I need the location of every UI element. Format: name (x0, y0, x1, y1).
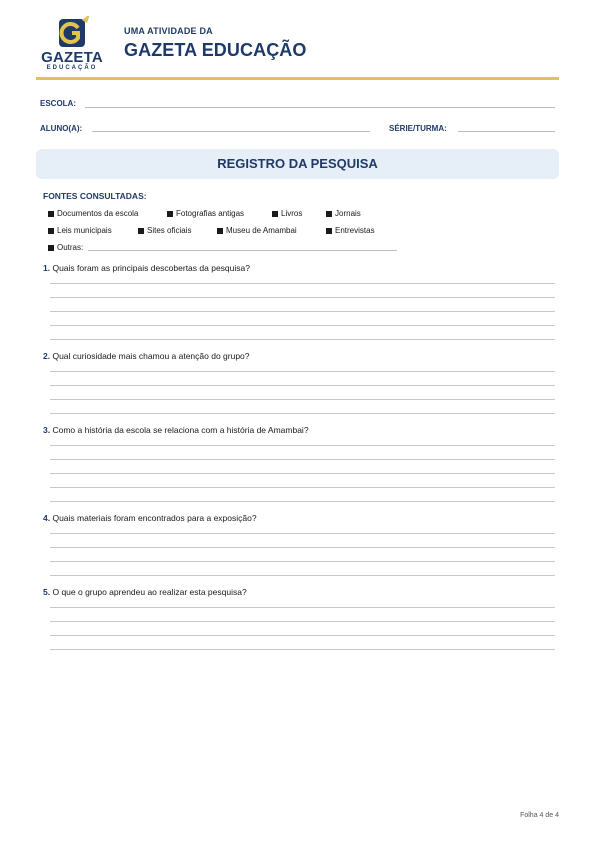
answer-line[interactable] (50, 621, 555, 622)
checkbox-icon (167, 211, 173, 217)
source-option[interactable]: Jornais (326, 209, 361, 218)
checkbox-icon (272, 211, 278, 217)
question-4: 4. Quais materiais foram encontrados para a exposição? (43, 513, 257, 523)
logo-subtitle: EDUCAÇÃO (46, 65, 98, 71)
header-kicker: UMA ATIVIDADE DA (124, 26, 213, 36)
checkbox-icon (48, 245, 54, 251)
answer-line[interactable] (50, 501, 555, 502)
answer-line[interactable] (50, 399, 555, 400)
source-option[interactable]: Museu de Amambai (217, 226, 297, 235)
source-option[interactable]: Entrevistas (326, 226, 375, 235)
question-3: 3. Como a história da escola se relaciona com a história de Amambai? (43, 425, 309, 435)
answer-line[interactable] (50, 561, 555, 562)
serie-label: SÉRIE/TURMA: (389, 124, 447, 133)
checkbox-icon (48, 211, 54, 217)
aluno-label: ALUNO(A): (40, 124, 83, 133)
source-option-other[interactable]: Outras: (48, 243, 83, 252)
answer-line[interactable] (50, 473, 555, 474)
answer-line[interactable] (50, 575, 555, 576)
answer-line[interactable] (50, 325, 555, 326)
escola-label: ESCOLA: (40, 99, 76, 108)
checkbox-icon (48, 228, 54, 234)
checkbox-icon (326, 228, 332, 234)
header-divider (36, 77, 559, 80)
source-option[interactable]: Livros (272, 209, 302, 218)
answer-line[interactable] (50, 445, 555, 446)
answer-line[interactable] (50, 533, 555, 534)
source-option[interactable]: Leis municipais (48, 226, 112, 235)
escola-field[interactable] (85, 107, 555, 108)
question-1: 1. Quais foram as principais descobertas da pesquisa? (43, 263, 250, 273)
answer-line[interactable] (50, 283, 555, 284)
other-sources-field[interactable] (88, 250, 397, 251)
g-emblem-icon (40, 16, 104, 52)
answer-line[interactable] (50, 339, 555, 340)
answer-line[interactable] (50, 385, 555, 386)
source-option[interactable]: Fotografias antigas (167, 209, 244, 218)
question-5: 5. O que o grupo aprendeu ao realizar esta pesquisa? (43, 587, 247, 597)
question-2: 2. Qual curiosidade mais chamou a atenção do grupo? (43, 351, 250, 361)
checkbox-icon (326, 211, 332, 217)
answer-line[interactable] (50, 297, 555, 298)
answer-line[interactable] (50, 311, 555, 312)
answer-line[interactable] (50, 459, 555, 460)
answer-line[interactable] (50, 413, 555, 414)
serie-field[interactable] (458, 131, 555, 132)
source-option[interactable]: Documentos da escola (48, 209, 138, 218)
checkbox-icon (138, 228, 144, 234)
page-title: REGISTRO DA PESQUISA (217, 156, 378, 171)
header-brand: GAZETA EDUCAÇÃO (124, 40, 307, 60)
logo-wordmark: GAZETA (41, 49, 103, 66)
answer-line[interactable] (50, 649, 555, 650)
sources-label: FONTES CONSULTADAS: (43, 191, 147, 201)
checkbox-icon (217, 228, 223, 234)
aluno-field[interactable] (92, 131, 370, 132)
source-option[interactable]: Sites oficiais (138, 226, 191, 235)
answer-line[interactable] (50, 487, 555, 488)
answer-line[interactable] (50, 371, 555, 372)
page-number: Folha 4 de 4 (520, 812, 559, 819)
answer-line[interactable] (50, 547, 555, 548)
answer-line[interactable] (50, 607, 555, 608)
answer-line[interactable] (50, 635, 555, 636)
